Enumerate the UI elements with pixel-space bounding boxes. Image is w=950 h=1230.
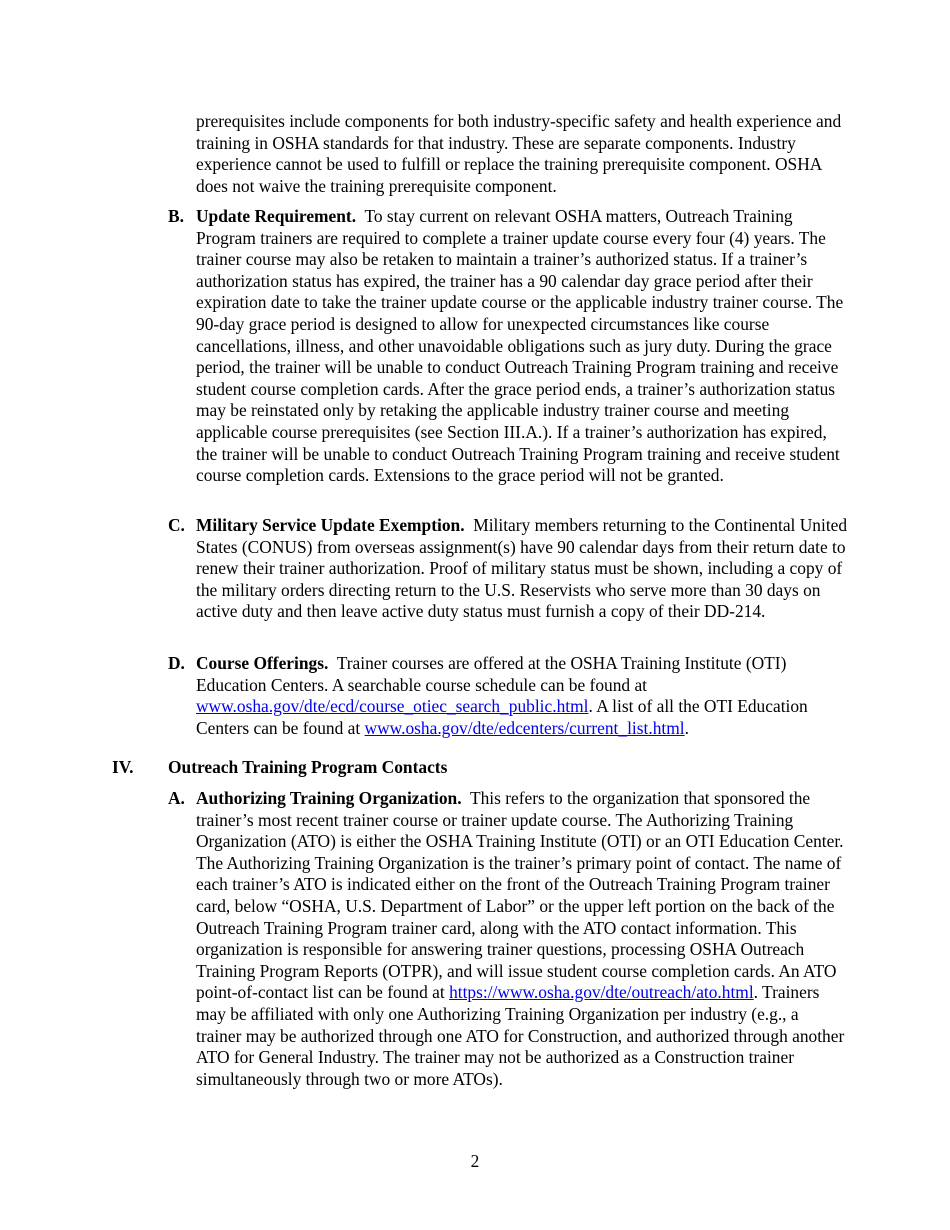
item-heading: Course Offerings. [196, 653, 329, 673]
page-number: 2 [470, 1151, 480, 1171]
item-body [196, 206, 848, 487]
item-heading: Update Requirement. [196, 206, 357, 226]
item-letter: B. [168, 206, 184, 226]
ato-list-link[interactable]: https://www.osha.gov/dte/outreach/ato.html [449, 982, 754, 1003]
item-body [196, 515, 848, 623]
section-number: IV. [112, 757, 134, 777]
intro-paragraph: prerequisites include components for both industry-specific safety and health experience and training in OSHA standards for that industry. These are separate components. Industry experience cannot be used to fulfill or replace the training prerequisite component. OSHA does not waive the training prerequisite component. [196, 111, 842, 196]
item-letter: D. [168, 653, 185, 673]
education-centers-link[interactable]: www.osha.gov/dte/edcenters/current_list.html [364, 717, 685, 738]
item-body [196, 788, 848, 1090]
item-letter: A. [168, 788, 185, 808]
item-letter: C. [168, 515, 185, 535]
item-heading: Authorizing Training Organization. [196, 788, 462, 808]
item-text: Military members returning to the Continental United States (CONUS) from overseas assignment(s) have 90 calendar days from their return date to renew their trainer authorization. Proof of military status must be shown, including a copy of the military orders directing return to the U.S. Reservists who serve more than 30 days on active duty and then leave active duty status must furnish a copy of their DD-214. [196, 515, 848, 622]
item-text: . [684, 717, 689, 738]
item-heading: Military Service Update Exemption. [196, 515, 465, 535]
item-text: . Trainers may be affiliated with only one Authorizing Training Organization per industry (e.g., a trainer may be authorized through one ATO for Construction, and authorized through another ATO for General Industry. The trainer may not be authorized as a Construction trainer simultaneously through two or more ATOs). [196, 982, 845, 1089]
item-text: This refers to the organization that sponsored the trainer’s most recent trainer course or trainer update course. The Authorizing Training Organization (ATO) is either the OSHA Training Institute (OTI) or an OTI Education Center. The Authorizing Training Organization is the trainer’s primary point of contact. The name of each trainer’s ATO is indicated either on the front of the Outreach Training Program trainer card, below “OSHA, U.S. Department of Labor” or the upper left portion on the back of the Outreach Training Program trainer card, along with the ATO contact information. This organization is responsible for answering trainer questions, processing OSHA Outreach Training Program Reports (OTPR), and will issue student course completion cards. An ATO point-of-contact list can be found at [196, 788, 844, 1003]
item-text: Trainer courses are offered at the OSHA Training Institute (OTI) Education Centers. A searchable course schedule can be found at [196, 653, 787, 695]
item-text: To stay current on relevant OSHA matters, Outreach Training Program trainers are required to complete a trainer update course every four (4) years. The trainer course may also be retaken to maintain a trainer’s authorized status. If a trainer’s authorization status has expired, the trainer has a 90 calendar day grace period after their expiration date to take the trainer update course or the applicable industry trainer course. The 90-day grace period is designed to allow for unexpected circumstances like course cancellations, illness, and other unavoidable obligations such as jury duty. During the grace period, the trainer will be unable to conduct Outreach Training Program training and receive student course completion cards. After the grace period ends, a trainer’s authorization status may be reinstated only by retaking the applicable industry trainer course and meeting applicable course prerequisites (see Section III.A.). If a trainer’s authorization has expired, the trainer will be unable to conduct Outreach Training Program training and receive student course completion cards. Extensions to the grace period will not be granted. [196, 206, 844, 486]
item-text: . A list of all the OTI Education Centers can be found at [196, 696, 808, 738]
item-body [196, 653, 848, 739]
section-title: Outreach Training Program Contacts [168, 757, 448, 777]
course-schedule-link[interactable]: www.osha.gov/dte/ecd/course_otiec_search_public.html [196, 696, 589, 717]
